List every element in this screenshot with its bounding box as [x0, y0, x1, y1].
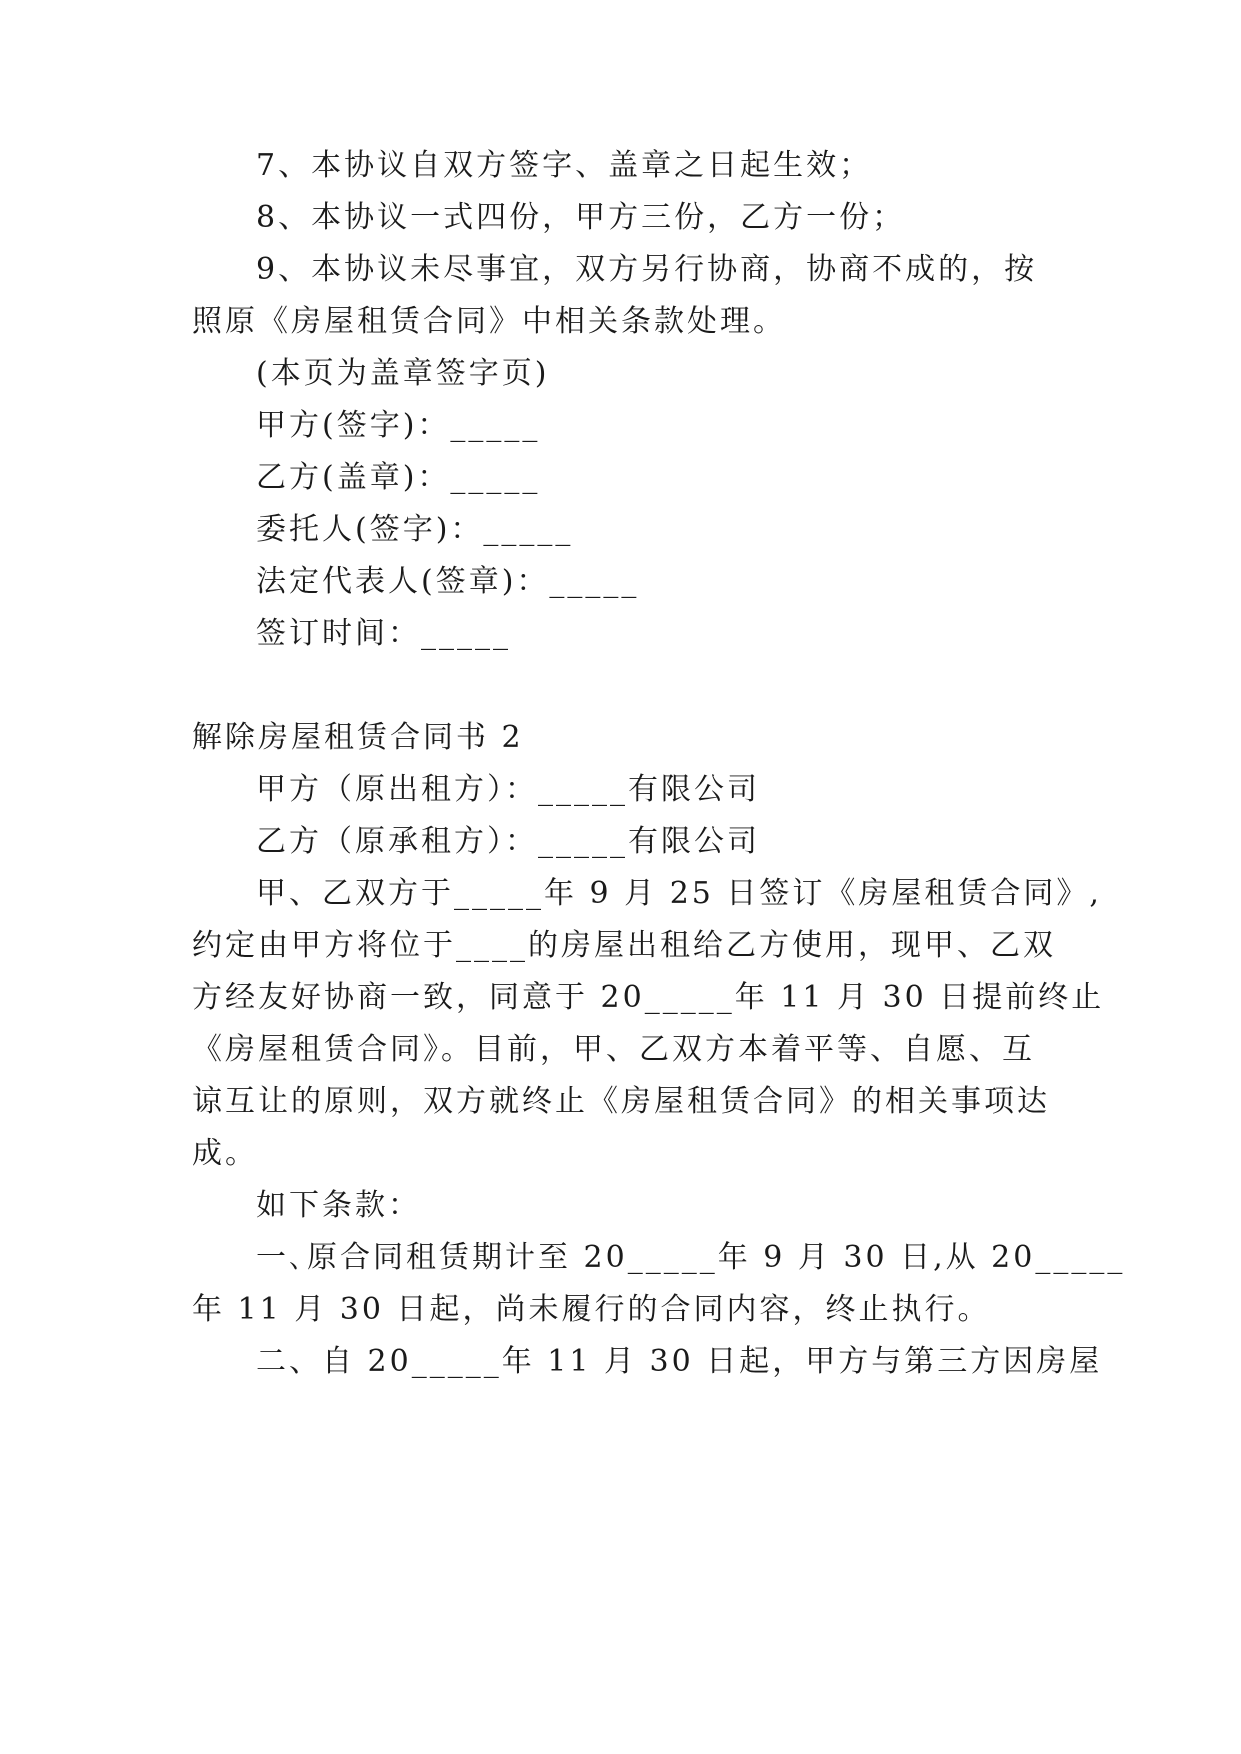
signature-party-b: 乙方(盖章)：_____ [256, 460, 541, 495]
clause-9-line-2: 照原《房屋租赁合同》中相关条款处理。 [192, 304, 786, 339]
clause-7: 7、本协议自双方签字、盖章之日起生效； [256, 148, 873, 183]
paragraph-line: 甲、乙双方于_____年 9 月 25 日签订《房屋租赁合同》, [256, 876, 1102, 911]
term-2-line-1: 二、自 20_____年 11 月 30 日起，甲方与第三方因房屋 [256, 1344, 1103, 1379]
signing-date: 签订时间：_____ [256, 616, 511, 651]
paragraph-line: 《房屋租赁合同》。目前，甲、乙双方本着平等、自愿、互 [192, 1032, 1035, 1067]
paragraph-line: 谅互让的原则，双方就终止《房屋租赁合同》的相关事项达 [192, 1084, 1050, 1119]
signature-page-note: (本页为盖章签字页) [256, 356, 550, 391]
party-b-lessee: 乙方（原承租方）：_____有限公司 [256, 824, 760, 859]
signature-party-a: 甲方(签字)：_____ [256, 408, 541, 443]
terms-intro: 如下条款： [256, 1188, 421, 1223]
clause-9-line-1: 9、本协议未尽事宜，双方另行协商，协商不成的，按 [256, 252, 1038, 287]
paragraph-line: 约定由甲方将位于____的房屋出租给乙方使用，现甲、乙双 [192, 928, 1056, 963]
paragraph-line: 成。 [192, 1136, 258, 1171]
term-1-line-2: 年 11 月 30 日起，尚未履行的合同内容，终止执行。 [192, 1292, 991, 1327]
term-1-line-1: 一､原合同租赁期计至 20_____年 9 月 30 日,从 20_____ [256, 1240, 1126, 1275]
paragraph-line: 方经友好协商一致，同意于 20_____年 11 月 30 日提前终止 [192, 980, 1105, 1015]
signature-legal-rep: 法定代表人(签章)：_____ [256, 564, 640, 599]
clause-8: 8、本协议一式四份，甲方三份，乙方一份； [256, 200, 906, 235]
signature-agent: 委托人(签字)：_____ [256, 512, 574, 547]
party-a-lessor: 甲方（原出租方）：_____有限公司 [256, 772, 760, 807]
document-title: 解除房屋租赁合同书 2 [192, 720, 524, 755]
